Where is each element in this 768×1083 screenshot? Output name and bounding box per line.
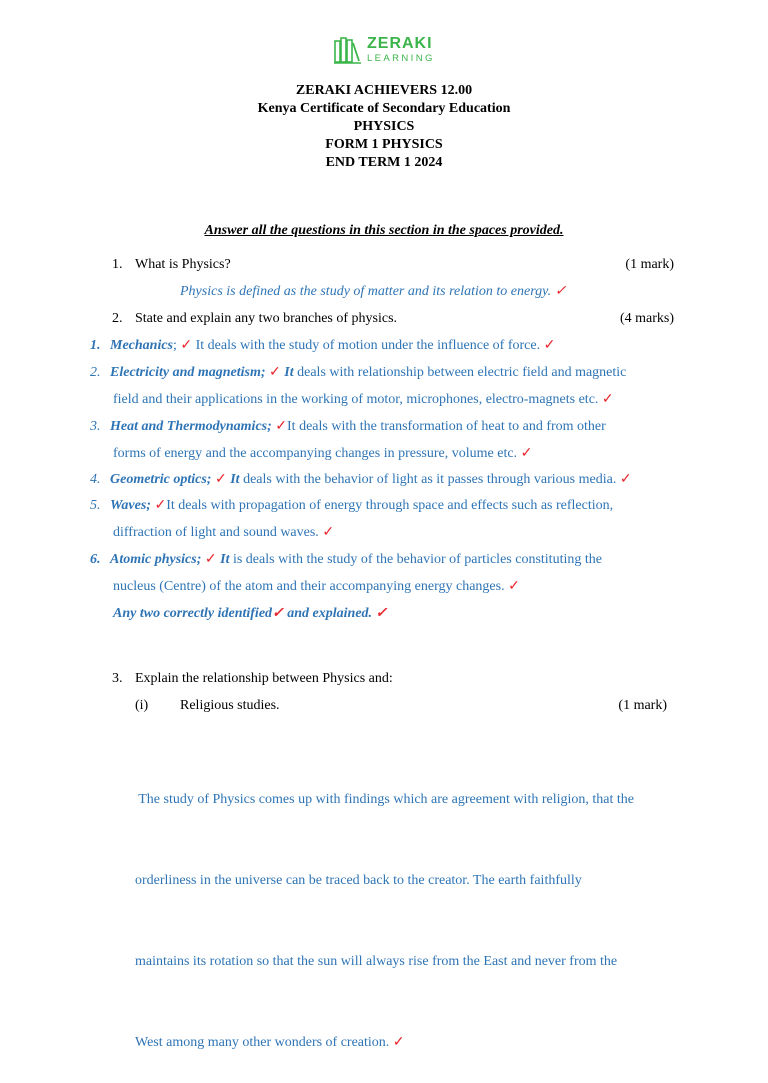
books-logo-icon — [333, 35, 363, 65]
branch-lead: It — [284, 365, 294, 380]
branch-lead: It — [220, 552, 230, 567]
answer-line: maintains its rotation so that the sun will always rise from the East and never from the — [135, 954, 618, 969]
answer-3 — [135, 732, 634, 1083]
checkmark-icon: ✓ — [269, 365, 281, 380]
checkmark-icon: ✓ — [272, 606, 284, 621]
instruction: Answer all the questions in this section in the spaces provided. — [204, 223, 564, 238]
question-number: 1. — [112, 257, 123, 272]
branch-name: Waves; — [110, 498, 151, 513]
branch-6-continued — [113, 573, 520, 600]
branch-5 — [90, 492, 613, 519]
branch-1 — [90, 332, 555, 359]
answer-1 — [180, 278, 566, 305]
answer-line: orderliness in the universe can be traced back to the creator. The earth faithfully — [135, 873, 582, 888]
checkmark-icon: ✓ — [554, 284, 567, 299]
branch-explanation: deals with relationship between electric field and magnetic — [297, 365, 627, 380]
branch-explanation-cont: diffraction of light and sound waves. — [113, 525, 319, 540]
branch-5-continued — [113, 519, 334, 546]
branch-separator: ; — [173, 338, 177, 353]
branch-number: 4. — [90, 472, 101, 487]
branch-explanation: It deals with propagation of energy through space and effects such as reflection, — [166, 498, 614, 513]
checkmark-icon: ✓ — [543, 338, 556, 353]
branch-number: 5. — [90, 498, 101, 513]
branch-4 — [90, 466, 632, 493]
branch-explanation-cont: field and their applications in the working of motor, microphones, electro-magnets etc. — [113, 392, 599, 407]
checkmark-icon: ✓ — [375, 606, 388, 621]
branch-explanation: deals with the behavior of light as it passes through various media. — [243, 472, 617, 487]
branch-number: 1. — [90, 338, 101, 353]
answer-line: West among many other wonders of creation. — [135, 1035, 390, 1050]
logo-subtitle: LEARNING — [367, 53, 435, 65]
checkmark-icon: ✓ — [619, 472, 632, 487]
branch-explanation-cont: forms of energy and the accompanying changes in pressure, volume etc. — [113, 446, 518, 461]
exam-header — [0, 82, 768, 172]
branch-name: Geometric optics; — [110, 472, 212, 487]
branch-name: Electricity and magnetism; — [110, 365, 266, 380]
marking-note-b: and explained. — [287, 606, 373, 621]
question-2 — [0, 305, 768, 332]
logo-word: ZERAKI — [367, 35, 433, 53]
branch-explanation: It deals with the study of motion under the influence of force. — [195, 338, 541, 353]
header-line: ZERAKI ACHIEVERS 12.00 — [295, 83, 473, 98]
branch-3 — [90, 413, 606, 440]
checkmark-icon: ✓ — [214, 472, 227, 487]
question-text: What is Physics? — [135, 257, 231, 272]
zeraki-logo — [333, 34, 435, 66]
answer-text: Physics is defined as the study of matter and its relation to energy. — [180, 284, 552, 299]
question-number: 3. — [112, 671, 123, 686]
question-3-part-i — [0, 692, 768, 719]
question-marks: (1 mark) — [625, 257, 674, 272]
checkmark-icon: ✓ — [322, 525, 335, 540]
marking-note — [113, 600, 387, 627]
header-line: Kenya Certificate of Secondary Education — [257, 101, 511, 116]
branch-2 — [90, 359, 626, 386]
branch-lead: It — [230, 472, 240, 487]
checkmark-icon: ✓ — [601, 392, 614, 407]
question-3 — [0, 665, 768, 692]
branch-explanation: is deals with the study of the behavior of particles constituting the — [232, 552, 602, 567]
checkmark-icon: ✓ — [520, 446, 533, 461]
subpart-text: Religious studies. — [180, 698, 280, 713]
branch-6 — [90, 546, 602, 573]
question-text: State and explain any two branches of physics. — [135, 311, 398, 326]
branch-number: 2. — [90, 365, 101, 380]
header-line: END TERM 1 2024 — [325, 155, 443, 170]
answer-line: The study of Physics comes up with findings which are agreement with religion, that the — [135, 792, 634, 807]
branch-name: Mechanics — [110, 338, 173, 353]
subpart-marks: (1 mark) — [618, 698, 667, 713]
branch-name: Atomic physics; — [110, 552, 202, 567]
branch-explanation: It deals with the transformation of heat to and from other — [287, 419, 606, 434]
question-number: 2. — [112, 311, 123, 326]
subpart-number: (i) — [135, 698, 149, 713]
checkmark-icon: ✓ — [180, 338, 193, 353]
question-marks: (4 marks) — [619, 311, 674, 326]
checkmark-icon: ✓ — [154, 498, 167, 513]
branch-name: Heat and Thermodynamics; — [110, 419, 272, 434]
branch-number: 6. — [90, 552, 101, 567]
checkmark-icon: ✓ — [392, 1035, 405, 1050]
question-text: Explain the relationship between Physics and: — [135, 671, 393, 686]
branch-number: 3. — [90, 419, 101, 434]
header-line: FORM 1 PHYSICS — [325, 137, 443, 152]
checkmark-icon: ✓ — [204, 552, 217, 567]
checkmark-icon: ✓ — [508, 579, 520, 594]
header-line: PHYSICS — [353, 119, 415, 134]
branch-explanation-cont: nucleus (Centre) of the atom and their accompanying energy changes. — [113, 579, 505, 594]
branch-2-continued — [113, 386, 614, 413]
question-1 — [0, 251, 768, 278]
branch-3-continued — [113, 440, 532, 467]
marking-note-a: Any two correctly identified — [113, 606, 273, 621]
checkmark-icon: ✓ — [275, 419, 288, 434]
